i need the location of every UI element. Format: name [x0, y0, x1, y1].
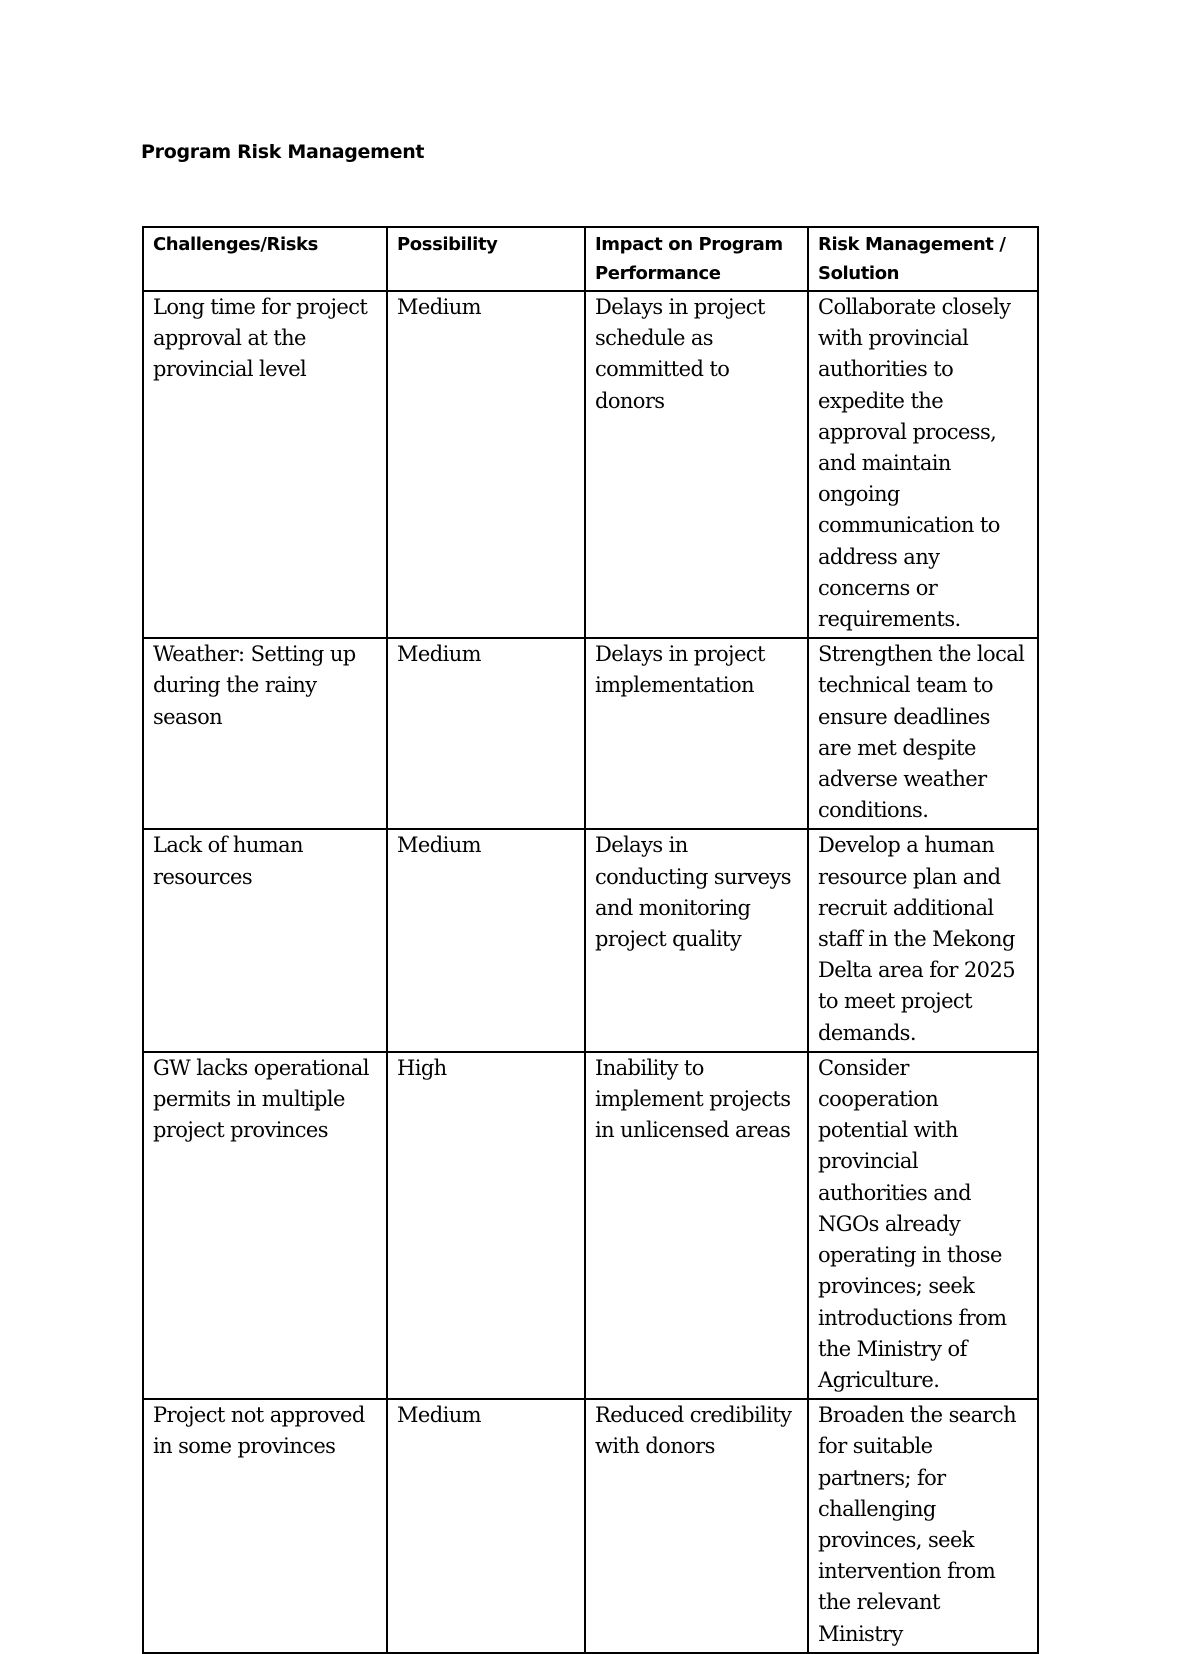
cell-solution: Develop a human resource plan and recruit additional staff in the Mekong Delta area for 2025 to meet project demands. [808, 829, 1038, 1051]
header-solution: Risk Management / Solution [808, 227, 1038, 291]
header-challenges: Challenges/Risks [143, 227, 387, 291]
cell-solution: Strengthen the local technical team to ensure deadlines are met despite adverse weather conditions. [808, 638, 1038, 829]
cell-challenge: Long time for project approval at the provincial level [143, 291, 387, 638]
cell-impact: Delays in project implementation [585, 638, 808, 829]
cell-challenge: Project not approved in some provinces [143, 1399, 387, 1653]
cell-solution: Consider cooperation potential with provincial authorities and NGOs already operating in those provinces; seek introductions from the Ministry of Agriculture. [808, 1052, 1038, 1399]
cell-possibility: Medium [387, 1399, 585, 1653]
cell-possibility: Medium [387, 291, 585, 638]
table-row [143, 1052, 1038, 1399]
cell-challenge: Weather: Setting up during the rainy season [143, 638, 387, 829]
cell-possibility: Medium [387, 638, 585, 829]
page-title: Program Risk Management [141, 141, 425, 163]
table-row [143, 1399, 1038, 1653]
table-row [143, 829, 1038, 1051]
risk-table [142, 226, 1039, 1654]
cell-impact: Delays in project schedule as committed to donors [585, 291, 808, 638]
cell-possibility: High [387, 1052, 585, 1399]
table-row [143, 291, 1038, 638]
table-header-row [143, 227, 1038, 291]
cell-impact: Reduced credibility with donors [585, 1399, 808, 1653]
cell-challenge: Lack of human resources [143, 829, 387, 1051]
cell-possibility: Medium [387, 829, 585, 1051]
cell-solution: Broaden the search for suitable partners; for challenging provinces, seek intervention from the relevant Ministry [808, 1399, 1038, 1653]
table-row [143, 638, 1038, 829]
cell-impact: Inability to implement projects in unlicensed areas [585, 1052, 808, 1399]
header-impact: Impact on Program Performance [585, 227, 808, 291]
cell-challenge: GW lacks operational permits in multiple project provinces [143, 1052, 387, 1399]
cell-solution: Collaborate closely with provincial authorities to expedite the approval process, and maintain ongoing communication to address any concerns or requirements. [808, 291, 1038, 638]
cell-impact: Delays in conducting surveys and monitoring project quality [585, 829, 808, 1051]
header-possibility: Possibility [387, 227, 585, 291]
